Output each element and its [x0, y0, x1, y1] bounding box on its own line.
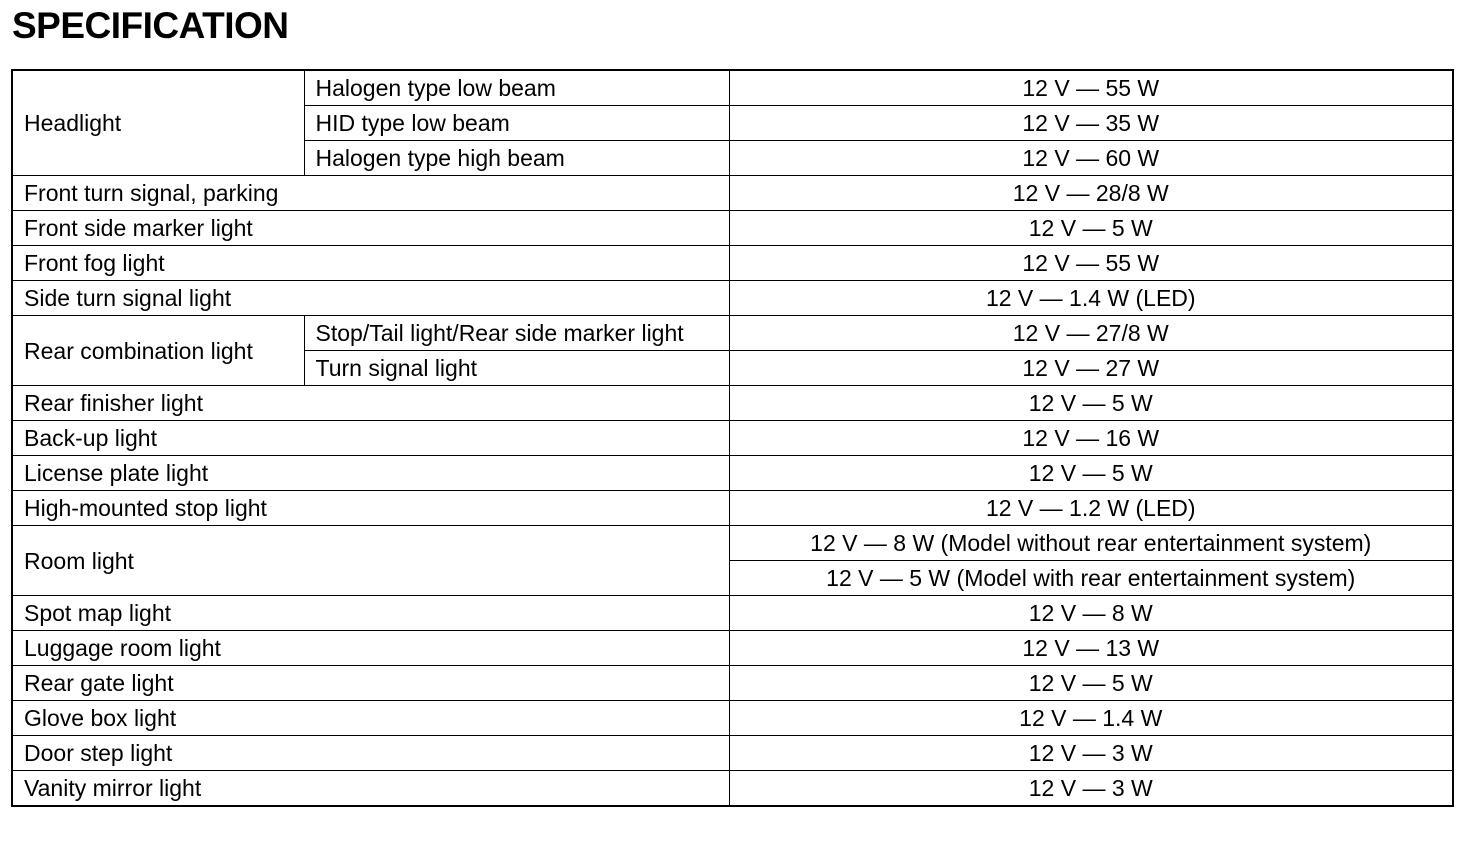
spec-value: 12 V — 27/8 W: [729, 316, 1453, 351]
specification-table: [11, 69, 1454, 807]
item-label: Side turn signal light: [12, 281, 729, 316]
item-label: Vanity mirror light: [12, 771, 729, 807]
spec-value: 12 V — 16 W: [729, 421, 1453, 456]
spec-value: 12 V — 5 W: [729, 456, 1453, 491]
item-label: Spot map light: [12, 596, 729, 631]
spec-value: 12 V — 55 W: [729, 70, 1453, 106]
item-label: Door step light: [12, 736, 729, 771]
item-label: Rear gate light: [12, 666, 729, 701]
spec-value: 12 V — 35 W: [729, 106, 1453, 141]
spec-value: 12 V — 8 W: [729, 596, 1453, 631]
table-row: [12, 316, 1453, 351]
item-label: Back-up light: [12, 421, 729, 456]
table-row: [12, 421, 1453, 456]
table-row: [12, 701, 1453, 736]
sub-item-label: Turn signal light: [304, 351, 729, 386]
table-row: [12, 491, 1453, 526]
page-title: SPECIFICATION: [12, 5, 289, 46]
spec-value: 12 V — 5 W: [729, 666, 1453, 701]
table-row: [12, 211, 1453, 246]
spec-value: 12 V — 1.2 W (LED): [729, 491, 1453, 526]
table-row: [12, 631, 1453, 666]
item-label: License plate light: [12, 456, 729, 491]
spec-value: 12 V — 5 W (Model with rear entertainment system): [729, 561, 1453, 596]
table-row: [12, 596, 1453, 631]
item-label: Rear combination light: [12, 316, 304, 386]
sub-item-label: Halogen type low beam: [304, 70, 729, 106]
item-label: Luggage room light: [12, 631, 729, 666]
table-row: [12, 666, 1453, 701]
spec-value: 12 V — 3 W: [729, 771, 1453, 807]
table-row: [12, 281, 1453, 316]
spec-value: 12 V — 1.4 W (LED): [729, 281, 1453, 316]
sub-item-label: HID type low beam: [304, 106, 729, 141]
item-label: Front fog light: [12, 246, 729, 281]
item-label: Headlight: [12, 70, 304, 176]
table-row: [12, 526, 1453, 561]
item-label: Room light: [12, 526, 729, 596]
spec-value: 12 V — 28/8 W: [729, 176, 1453, 211]
spec-value: 12 V — 27 W: [729, 351, 1453, 386]
item-label: Front side marker light: [12, 211, 729, 246]
item-label: Rear finisher light: [12, 386, 729, 421]
spec-value: 12 V — 5 W: [729, 211, 1453, 246]
sub-item-label: Halogen type high beam: [304, 141, 729, 176]
spec-value: 12 V — 1.4 W: [729, 701, 1453, 736]
spec-value: 12 V — 13 W: [729, 631, 1453, 666]
spec-value: 12 V — 3 W: [729, 736, 1453, 771]
item-label: High-mounted stop light: [12, 491, 729, 526]
table-row: [12, 246, 1453, 281]
item-label: Front turn signal, parking: [12, 176, 729, 211]
spec-value: 12 V — 8 W (Model without rear entertainment system): [729, 526, 1453, 561]
table-row: [12, 386, 1453, 421]
spec-value: 12 V — 5 W: [729, 386, 1453, 421]
table-row: [12, 176, 1453, 211]
table-row: [12, 70, 1453, 106]
sub-item-label: Stop/Tail light/Rear side marker light: [304, 316, 729, 351]
table-row: [12, 771, 1453, 807]
item-label: Glove box light: [12, 701, 729, 736]
table-row: [12, 456, 1453, 491]
spec-value: 12 V — 55 W: [729, 246, 1453, 281]
table-row: [12, 736, 1453, 771]
spec-value: 12 V — 60 W: [729, 141, 1453, 176]
